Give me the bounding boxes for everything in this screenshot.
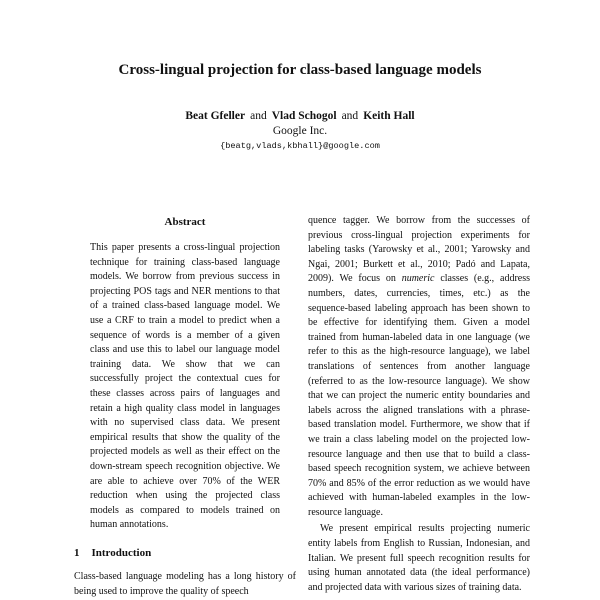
author-separator: and [341,110,359,122]
right-paragraph-1 [308,214,530,520]
section-number: 1 [74,547,80,559]
section-heading [74,547,151,559]
abstract-text: This paper presents a cross-lingual projection technique for training class-based language models. We borrow from previous success in projecting POS tags and NER mentions to that of a trained class-based language model. We use a CRF to train a model to predict when a sequence of words is a member of a given class and use this to label our language model training data. We show that we can successfully project the contextual cues for these classes across pairs of languages and retain a high quality class model in languages with no supervised class data. We present empirical results that show the quality of the projected models as well as their effect on the down-stream speech recognition objective. We are able to achieve over 70% of the WER reduction when using the projected class models as compared to models trained on human annotations. [90,242,280,531]
abstract-heading: Abstract [164,216,206,228]
affiliation: Google Inc. [272,125,328,137]
section-title: Introduction [91,547,152,559]
intro-text: Class-based language modeling has a long history of being used to improve the quality of speech [74,571,296,597]
right-column [308,214,530,595]
right-paragraph-2: We present empirical results projecting numeric entity labels from English to Russian, Indonesian, and Italian. We present full speech recognition results for using human annotated data (the ideal performance) and projected data with various sizes of training data. [308,523,530,593]
author-email: {beatg,vlads,kbhall}@google.com [220,141,380,151]
author-line [0,110,600,122]
author-name: Beat Gfeller [185,110,246,122]
paragraph-text: classes (e.g., address numbers, dates, currencies, times, etc.) as the sequence-based labeling approach has been shown to be effective for identifying them. Given a model trained from human-labeled data in one language (we refer to this as the high-resource language), we label translations of sentences from another language (referred to as the low-resource language). We show that we can project the numeric entity boundaries and labels across the aligned translations with a phrase-based translation model. Furthermore, we show that if we train a class labeling model on the projected low-resource language and then use that to build a class-based speech recognition system, we achieve between 70% and 85% of the error reduction as we would have achieved with human-labeled examples in the low-resource language. [308,273,530,518]
paragraph-text: quence tagger. We borrow from the successes of previous cross-lingual projection experiments for labeling tasks (Yarowsky et al., 2001; Yarowsky and Ngai, 2001; Burkett et al., 2010; Padó and Lapata, 2009). We focus on [308,215,530,285]
author-name: Vlad Schogol [271,110,337,122]
abstract-column [90,241,280,533]
author-name: Keith Hall [363,110,415,122]
emphasis-text: numeric [401,273,435,285]
author-separator: and [250,110,267,122]
paper-title: Cross-lingual projection for class-based language models [118,62,482,78]
